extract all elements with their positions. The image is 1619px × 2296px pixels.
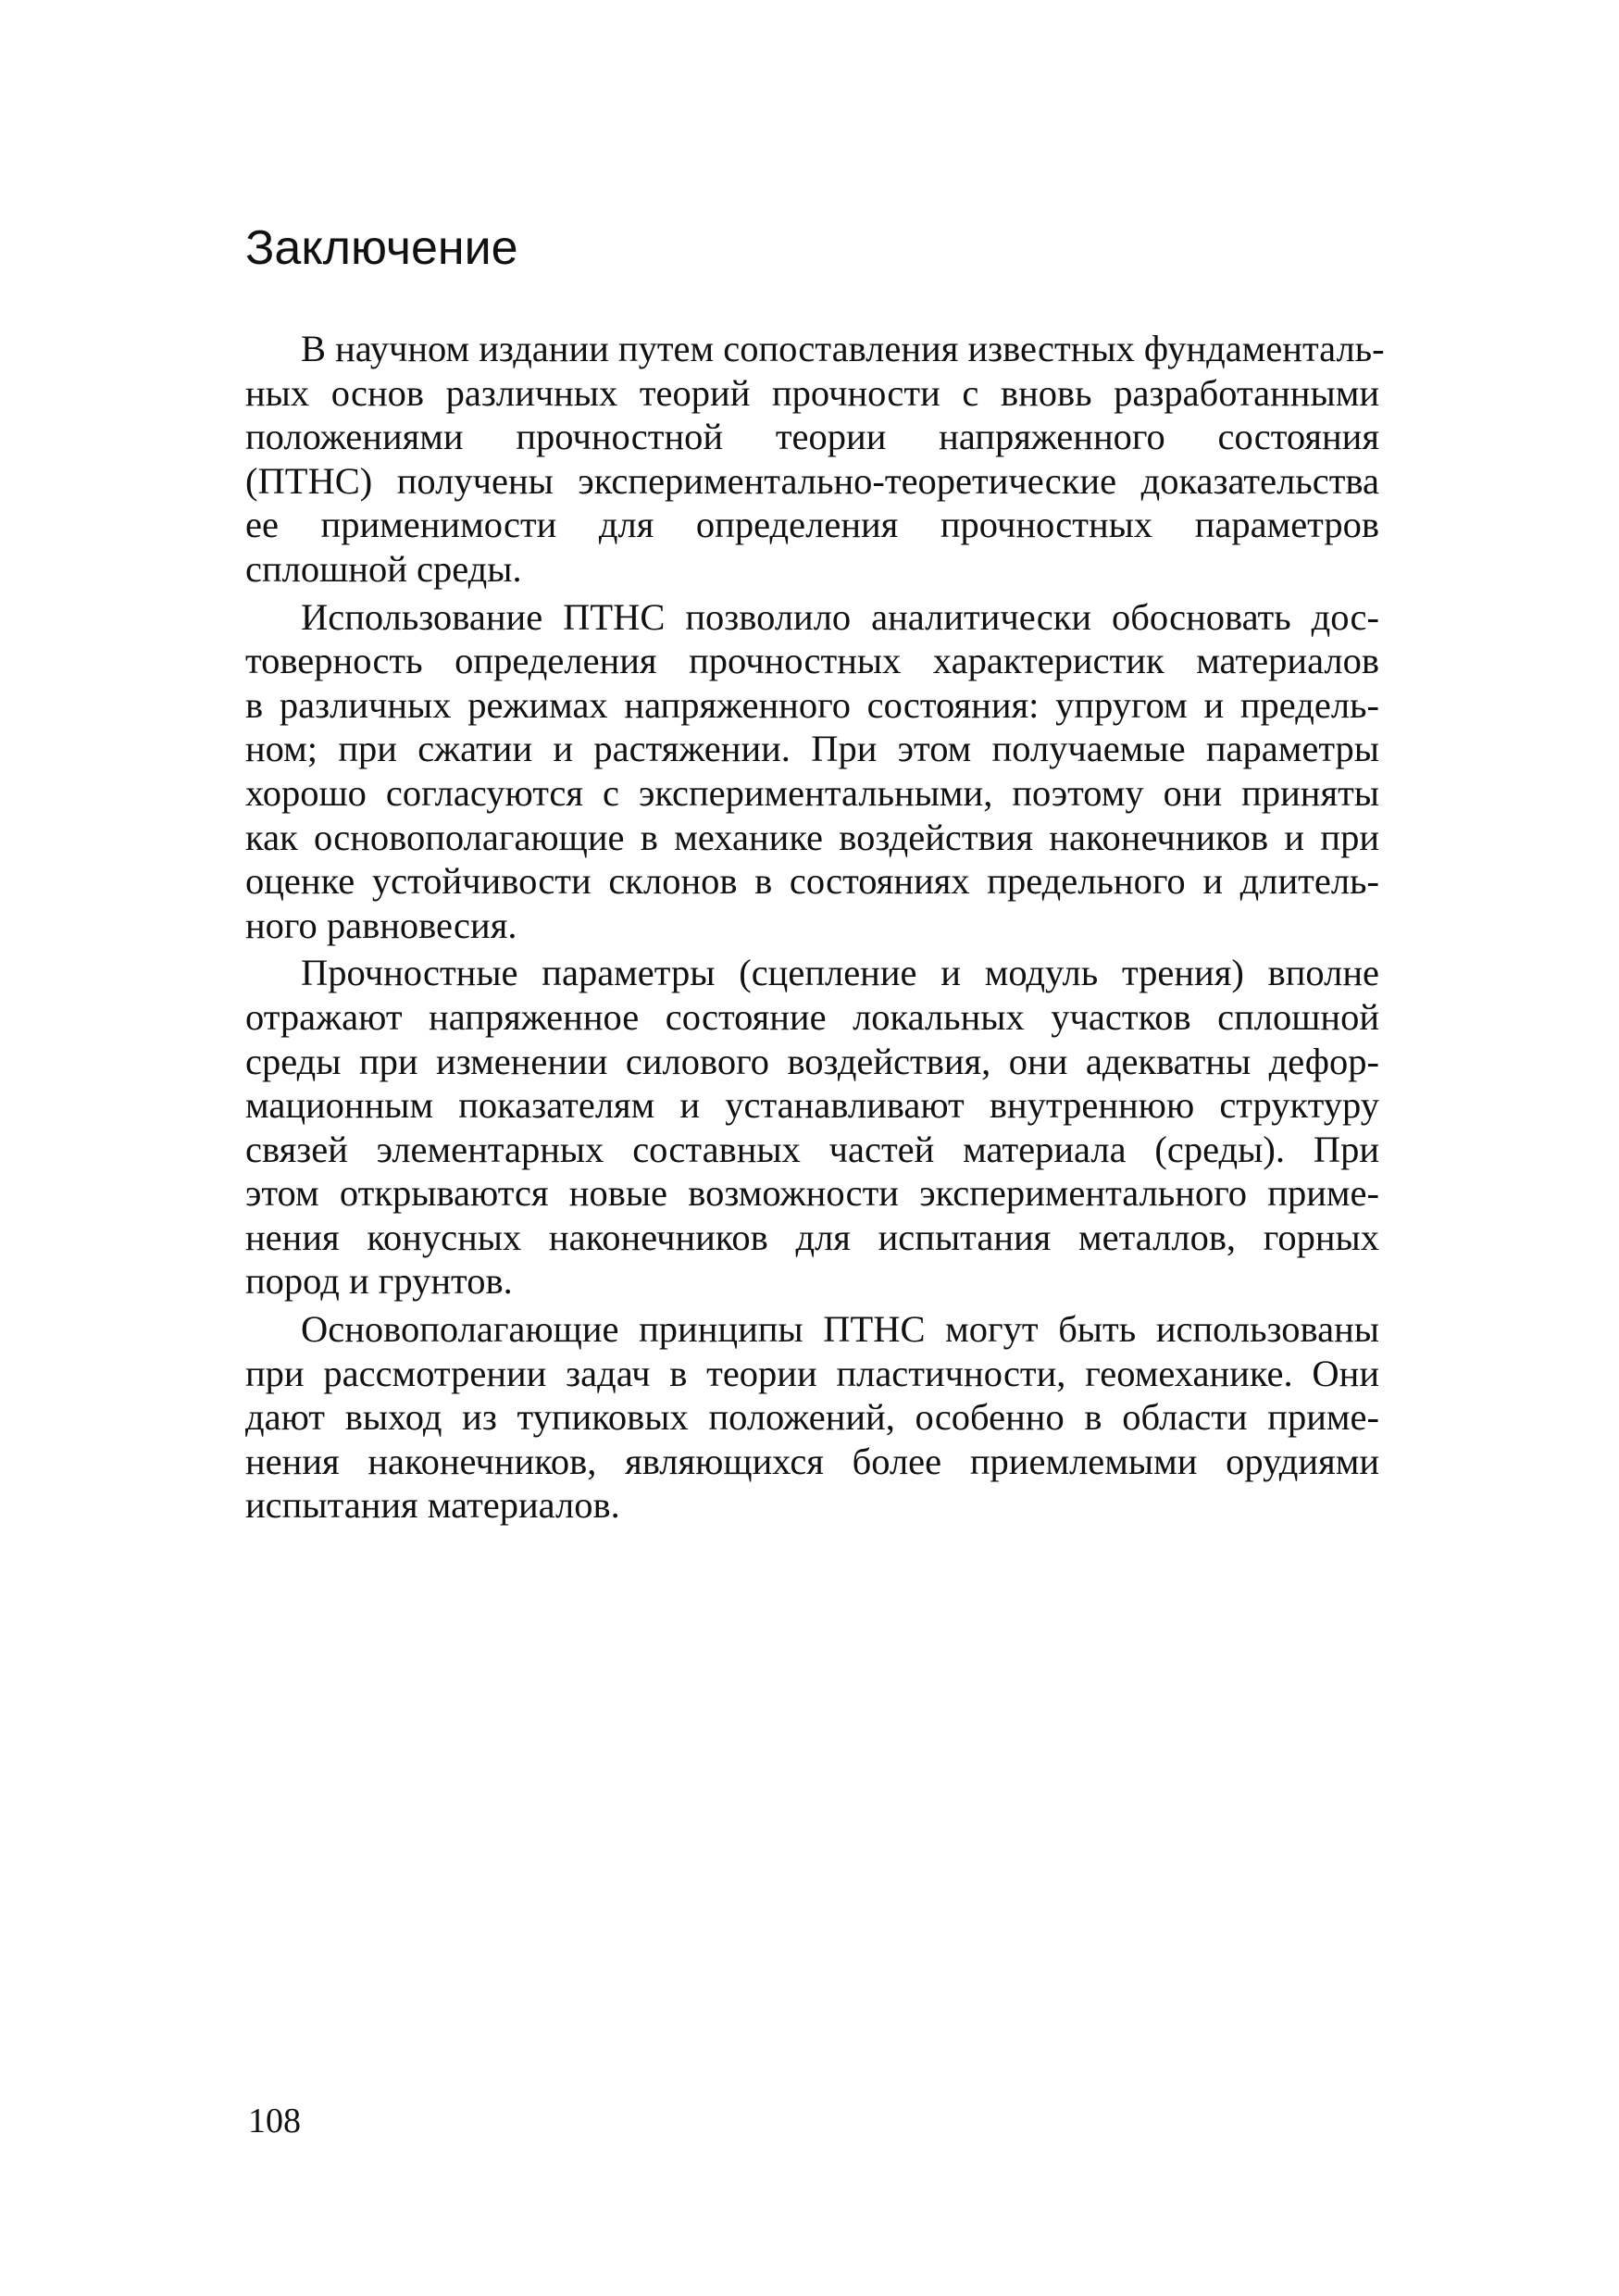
paragraph-1: [245, 327, 1385, 592]
page-number: 108: [248, 2102, 301, 2140]
text-line: мационным показателям и устанавливают внутреннюю структуру: [245, 1084, 1379, 1127]
text-line: ных основ различных теорий прочности с вновь разработанными: [245, 371, 1379, 414]
text-line: хорошо согласуются с экспериментальными, поэтому они приняты: [245, 771, 1379, 814]
text-line: нения конусных наконечников для испытания металлов, горных: [245, 1216, 1379, 1258]
text-line: этом открываются новые возможности экспериментального приме-: [245, 1172, 1379, 1215]
text-line: испытания материалов.: [245, 1484, 620, 1527]
text-line: среды при изменении силового воздействия, они адекватны дефор-: [245, 1040, 1379, 1082]
text-line: положениями прочностной теории напряженного состояния: [245, 416, 1379, 458]
text-line: оценке устойчивости склонов в состояниях предельного и длитель-: [245, 860, 1379, 903]
text-line: как основополагающие в механике воздействия наконечников и при: [245, 816, 1379, 858]
text-line: связей элементарных составных частей материала (среды). При: [245, 1128, 1379, 1170]
paragraph-3: [245, 951, 1379, 1304]
body-text: [245, 327, 1385, 1528]
paragraph-4: [245, 1307, 1379, 1528]
text-line: ного равновесия.: [245, 904, 517, 946]
text-line: Использование ПТНС позволило аналитически обосновать дос-: [301, 595, 1379, 638]
text-line: в различных режимах напряженного состояния: упругом и предель-: [245, 683, 1379, 726]
text-line: дают выход из тупиковых положений, особенно в области приме-: [245, 1396, 1379, 1439]
text-line: пород и грунтов.: [245, 1260, 513, 1303]
text-line: при рассмотрении задач в теории пластичности, геомеханике. Они: [245, 1352, 1379, 1394]
text-line: ее применимости для определения прочностных параметров: [245, 504, 1379, 546]
text-line: товерность определения прочностных характеристик материалов: [245, 640, 1379, 682]
paragraph-2: [245, 595, 1379, 948]
text-line: отражают напряженное состояние локальных участков сплошной: [245, 995, 1379, 1038]
text-line: нения наконечников, являющихся более приемлемыми орудиями: [245, 1440, 1379, 1482]
section-heading: Заключение: [245, 221, 518, 275]
text-line: В научном издании путем сопоставления известных фундаменталь-: [301, 328, 1385, 369]
text-line: (ПТНС) получены экспериментально-теоретические доказательства: [245, 459, 1379, 502]
text-line: сплошной среды.: [245, 547, 522, 590]
text-line: ном; при сжатии и растяжении. При этом получаемые параметры: [245, 728, 1379, 770]
text-line: Основополагающие принципы ПТНС могут быть использованы: [301, 1308, 1379, 1351]
text-line: Прочностные параметры (сцепление и модуль трения) вполне: [301, 952, 1379, 994]
